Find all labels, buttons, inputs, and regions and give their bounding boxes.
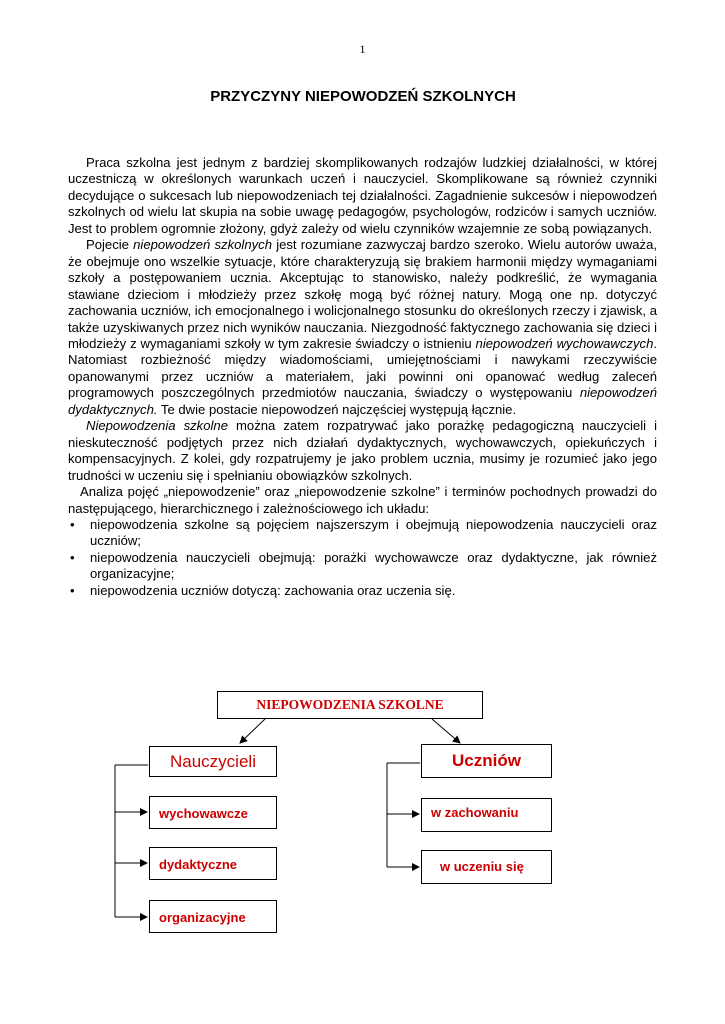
- organizational-box: organizacyjne: [149, 900, 277, 933]
- page-number: 1: [359, 42, 366, 56]
- page-title: PRZYCZYNY NIEPOWODZEŃ SZKOLNYCH: [210, 88, 516, 105]
- connector-root-left: [240, 719, 265, 743]
- paragraph-1: Praca szkolna jest jednym z bardziej skomplikowanych rodzajów ludzkiej działalności, w której uczestniczą w określonych warunkach uczeń i nauczyciel. Skomplikowane są również czynniki decydujące o sukcesach lub niepowodzeniach tej działalności. Zagadnienie sukcesów i niepowodzeń szkolnych od wielu lat skupia na sobie uwagę pedagogów, psychologów, rodziców i samych uczniów. Jest to problem ogromnie złożony, gdyż zależy od wielu czynników wzajemnie ze sobą powiązanych.: [68, 155, 657, 236]
- students-box: Uczniów: [421, 744, 552, 778]
- didactic-box: dydaktyczne: [149, 847, 277, 880]
- learning-box: w uczeniu się: [421, 850, 552, 884]
- teachers-box: Nauczycieli: [149, 746, 277, 777]
- list-item-text: niepowodzenia szkolne są pojęciem najszerszym i obejmują niepowodzenia nauczycieli oraz uczniów;: [90, 516, 657, 549]
- list-item-text: niepowodzenia uczniów dotyczą: zachowania oraz uczenia się.: [90, 582, 456, 598]
- behavior-box: w zachowaniu: [421, 798, 552, 832]
- paragraph-2-text: Te dwie postacie niepowodzeń najczęściej występują łącznie.: [157, 401, 517, 417]
- connector-root-right: [432, 719, 460, 743]
- bullet-icon: •: [70, 516, 75, 532]
- term-educational-failures: niepowodzeń wychowawczych: [475, 335, 654, 351]
- paragraph-2-text: Pojecie: [86, 237, 134, 253]
- diagram-root-box: NIEPOWODZENIA SZKOLNE: [217, 691, 483, 719]
- paragraph-3-text: można zatem rozpatrywać jako porażkę pedagogiczną nauczycieli i nieskuteczność podjętych przez nich działań dydaktycznych, wychowawczych, opiekuńczych i kompensacyjnych. Z kolei, gdy rozpatrujemy je jako problem ucznia, musimy je rozumieć jako jego trudności w uczeniu się i spełnianiu obowiązków szkolnych.: [68, 418, 657, 483]
- paragraph-2-text: jest rozumiane zazwyczaj bardzo szeroko. Wielu autorów uważa, że obejmuje ono wszelkie sytuacje, które charakteryzują się brakiem harmonii między wymaganiami szkoły a postępowaniem ucznia. Akceptując to stanowisko, należy podkreślić, że wymagania stawiane dzieciom i młodzieży przez szkołę mogą być różnej natury. Mogą one np. dotyczyć zachowania uczniów, ich emocjonalnego i wolicjonalnego stosunku do określonych rzeczy i zjawisk, a także uzyskiwanych przez nich wyników nauczania. Niezgodność faktycznego zachowania się dzieci i młodzieży z wymaganiami szkoły w tym zakresie świadczy o istnieniu: [68, 237, 658, 351]
- term-didactic-failures: niepowodzeń dydaktycznych.: [68, 385, 657, 417]
- bullet-icon: •: [70, 582, 75, 598]
- paragraph-4: Analiza pojęć „niepowodzenie” oraz „niepowodzenie szkolne” i terminów pochodnych prowadzi do następującego, hierarchicznego i zależnościowego ich układu:: [68, 484, 657, 516]
- list-item-text: niepowodzenia nauczycieli obejmują: porażki wychowawcze oraz dydaktyczne, jak również organizacyjne;: [90, 549, 657, 582]
- paragraph-2-text: . Natomiast rozbieżność między wiadomościami, umiejętnościami i nawykami rzeczywiście opanowanymi przez uczniów a materiałem, jaki powinni oni opanować według zaleceń programowych poszczególnych przedmiotów nauczania, świadczy o występowaniu: [68, 335, 657, 401]
- term-school-failures: niepowodzeń szkolnych: [133, 237, 272, 253]
- term-school-failures: Niepowodzenia szkolne: [86, 418, 228, 434]
- educational-box: wychowawcze: [149, 796, 277, 829]
- bullet-icon: •: [70, 549, 75, 565]
